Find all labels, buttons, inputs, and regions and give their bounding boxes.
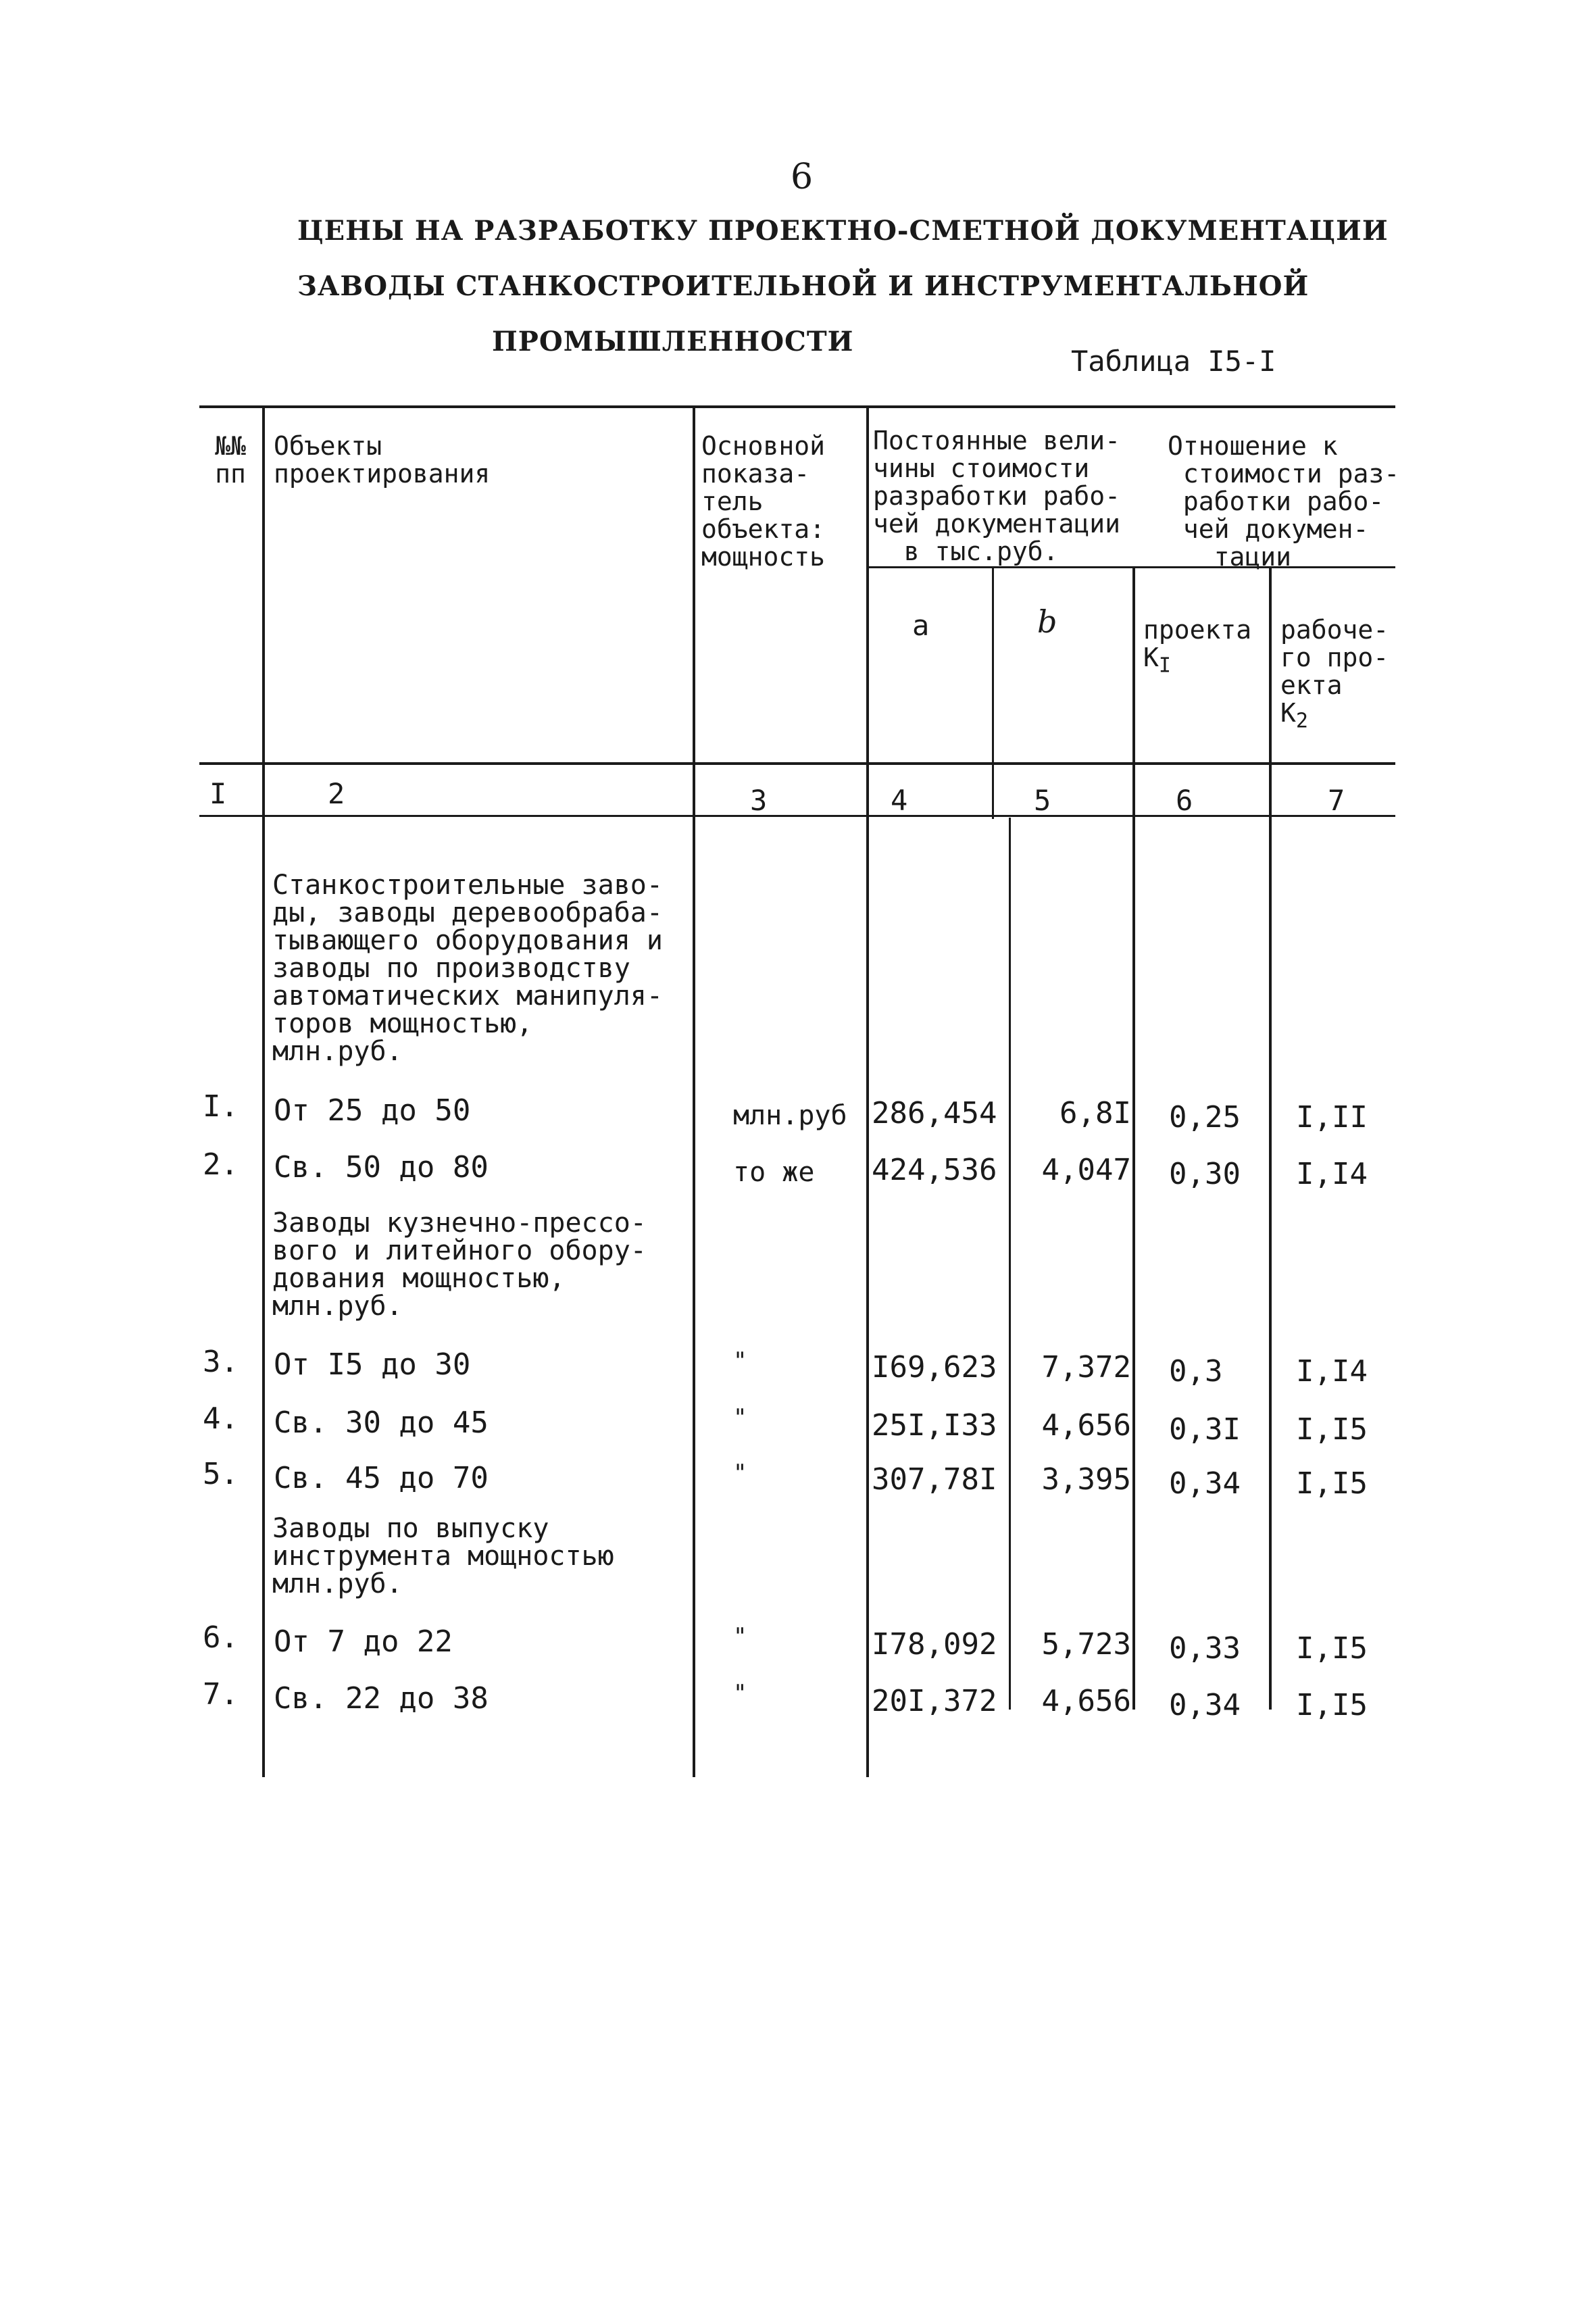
col-divider-3 — [866, 405, 869, 1777]
unit: " — [733, 1680, 747, 1707]
value-k2: I,I4 — [1296, 1157, 1368, 1191]
object-range: Св. 22 до 38 — [274, 1681, 489, 1716]
header-ratio: Отношение к стоимости раз- работки рабо- чей докумен- тации — [1168, 431, 1400, 572]
header-k2: рабоче- го про- екта $К_2$ — [1280, 615, 1389, 733]
col-divider-4-header — [992, 568, 994, 819]
header-b: b — [1037, 603, 1057, 640]
value-k1: 0,33 — [1169, 1631, 1241, 1666]
column-numbers-rule — [199, 815, 1395, 817]
unit: " — [733, 1404, 747, 1431]
header-a: а — [912, 609, 930, 642]
value-k2: I,I5 — [1296, 1688, 1368, 1722]
col-divider-4 — [1009, 818, 1011, 1710]
row-number: 4. — [203, 1401, 239, 1436]
group-title-machine-tool-plants: Станкостроительные заво- ды, заводы деревообраба- тывающего оборудования и заводы по производству автоматических манипуля- торов мощностью, млн.руб. — [272, 870, 663, 1067]
group-title-tool-plants: Заводы по выпуску инструмента мощностью млн.руб. — [272, 1513, 614, 1599]
unit: " — [733, 1347, 747, 1374]
column-number-3: 3 — [750, 784, 768, 817]
row-number: 2. — [203, 1147, 239, 1182]
value-k1: 0,34 — [1169, 1466, 1241, 1501]
document-title-line-2: ЗАВОДЫ СТАНКОСТРОИТЕЛЬНОЙ И ИНСТРУМЕНТАЛЬНОЙ — [297, 270, 1310, 302]
object-range: Св. 45 до 70 — [274, 1461, 489, 1495]
row-number: 6. — [203, 1620, 239, 1655]
value-a: 307,78I — [872, 1462, 997, 1497]
value-a: I78,092 — [872, 1627, 997, 1662]
value-a: I69,623 — [872, 1350, 997, 1385]
value-a: 25I,I33 — [872, 1408, 997, 1443]
unit: " — [733, 1623, 747, 1650]
header-k1: проекта $К_I$ — [1143, 615, 1252, 678]
object-range: От 25 до 50 — [274, 1093, 471, 1128]
header-objects: Объекты проектирования — [274, 431, 491, 489]
value-k1: 0,25 — [1169, 1100, 1241, 1135]
column-number-1: I — [209, 777, 227, 810]
unit: млн.руб — [733, 1100, 847, 1131]
value-k2: I,II — [1296, 1100, 1368, 1135]
value-k2: I,I5 — [1296, 1466, 1368, 1501]
group-title-forging-press-plants: Заводы кузнечно-прессо- вого и литейного обору- дования мощностью, млн.руб. — [272, 1208, 647, 1322]
unit: " — [733, 1460, 747, 1487]
header-main-indicator: Основной показа- тель объекта: мощность — [701, 431, 826, 572]
column-number-4: 4 — [891, 784, 908, 817]
page-number: 6 — [791, 157, 814, 197]
value-b: 6,8I — [1059, 1096, 1131, 1130]
value-k2: I,I4 — [1296, 1354, 1368, 1389]
value-k2: I,I5 — [1296, 1412, 1368, 1447]
column-number-2: 2 — [328, 777, 345, 810]
object-range: Св. 30 до 45 — [274, 1405, 489, 1440]
column-number-6: 6 — [1176, 784, 1193, 817]
value-b: 4,656 — [1041, 1684, 1131, 1718]
column-number-5: 5 — [1034, 784, 1051, 817]
value-b: 4,656 — [1041, 1408, 1131, 1443]
value-k1: 0,3I — [1169, 1412, 1241, 1447]
value-k1: 0,34 — [1169, 1688, 1241, 1722]
table-number: Таблица I5-I — [1071, 345, 1276, 378]
unit: то же — [733, 1157, 815, 1188]
value-a: 20I,372 — [872, 1684, 997, 1718]
value-b: 3,395 — [1041, 1462, 1131, 1497]
value-b: 5,723 — [1041, 1627, 1131, 1662]
table-top-rule — [199, 405, 1395, 408]
row-number: 3. — [203, 1345, 239, 1379]
col-divider-5 — [1132, 568, 1135, 1710]
value-a: 424,536 — [872, 1153, 997, 1187]
header-row-number: №№ пп — [215, 431, 246, 489]
row-number: 7. — [203, 1677, 239, 1712]
row-number: I. — [203, 1089, 239, 1124]
value-b: 4,047 — [1041, 1153, 1131, 1187]
document-title-line-1: ЦЕНЫ НА РАЗРАБОТКУ ПРОЕКТНО-СМЕТНОЙ ДОКУМЕНТАЦИИ — [297, 215, 1389, 247]
value-k2: I,I5 — [1296, 1631, 1368, 1666]
header-constant-values: Постоянные вели- чины стоимости разработки рабо- чей документации в тыс.руб. — [873, 426, 1121, 566]
object-range: От I5 до 30 — [274, 1347, 471, 1382]
object-range: От 7 до 22 — [274, 1624, 453, 1659]
column-number-7: 7 — [1328, 784, 1345, 817]
document-title-line-3: ПРОМЫШЛЕННОСТИ — [492, 326, 854, 357]
row-number: 5. — [203, 1457, 239, 1491]
object-range: Св. 50 до 80 — [274, 1150, 489, 1185]
value-k1: 0,3 — [1169, 1354, 1223, 1389]
value-a: 286,454 — [872, 1096, 997, 1130]
value-k1: 0,30 — [1169, 1157, 1241, 1191]
col-divider-1 — [262, 405, 265, 1777]
header-bottom-rule — [199, 762, 1395, 765]
value-b: 7,372 — [1041, 1350, 1131, 1385]
col-divider-6 — [1269, 568, 1272, 1710]
col-divider-2 — [693, 405, 695, 1777]
